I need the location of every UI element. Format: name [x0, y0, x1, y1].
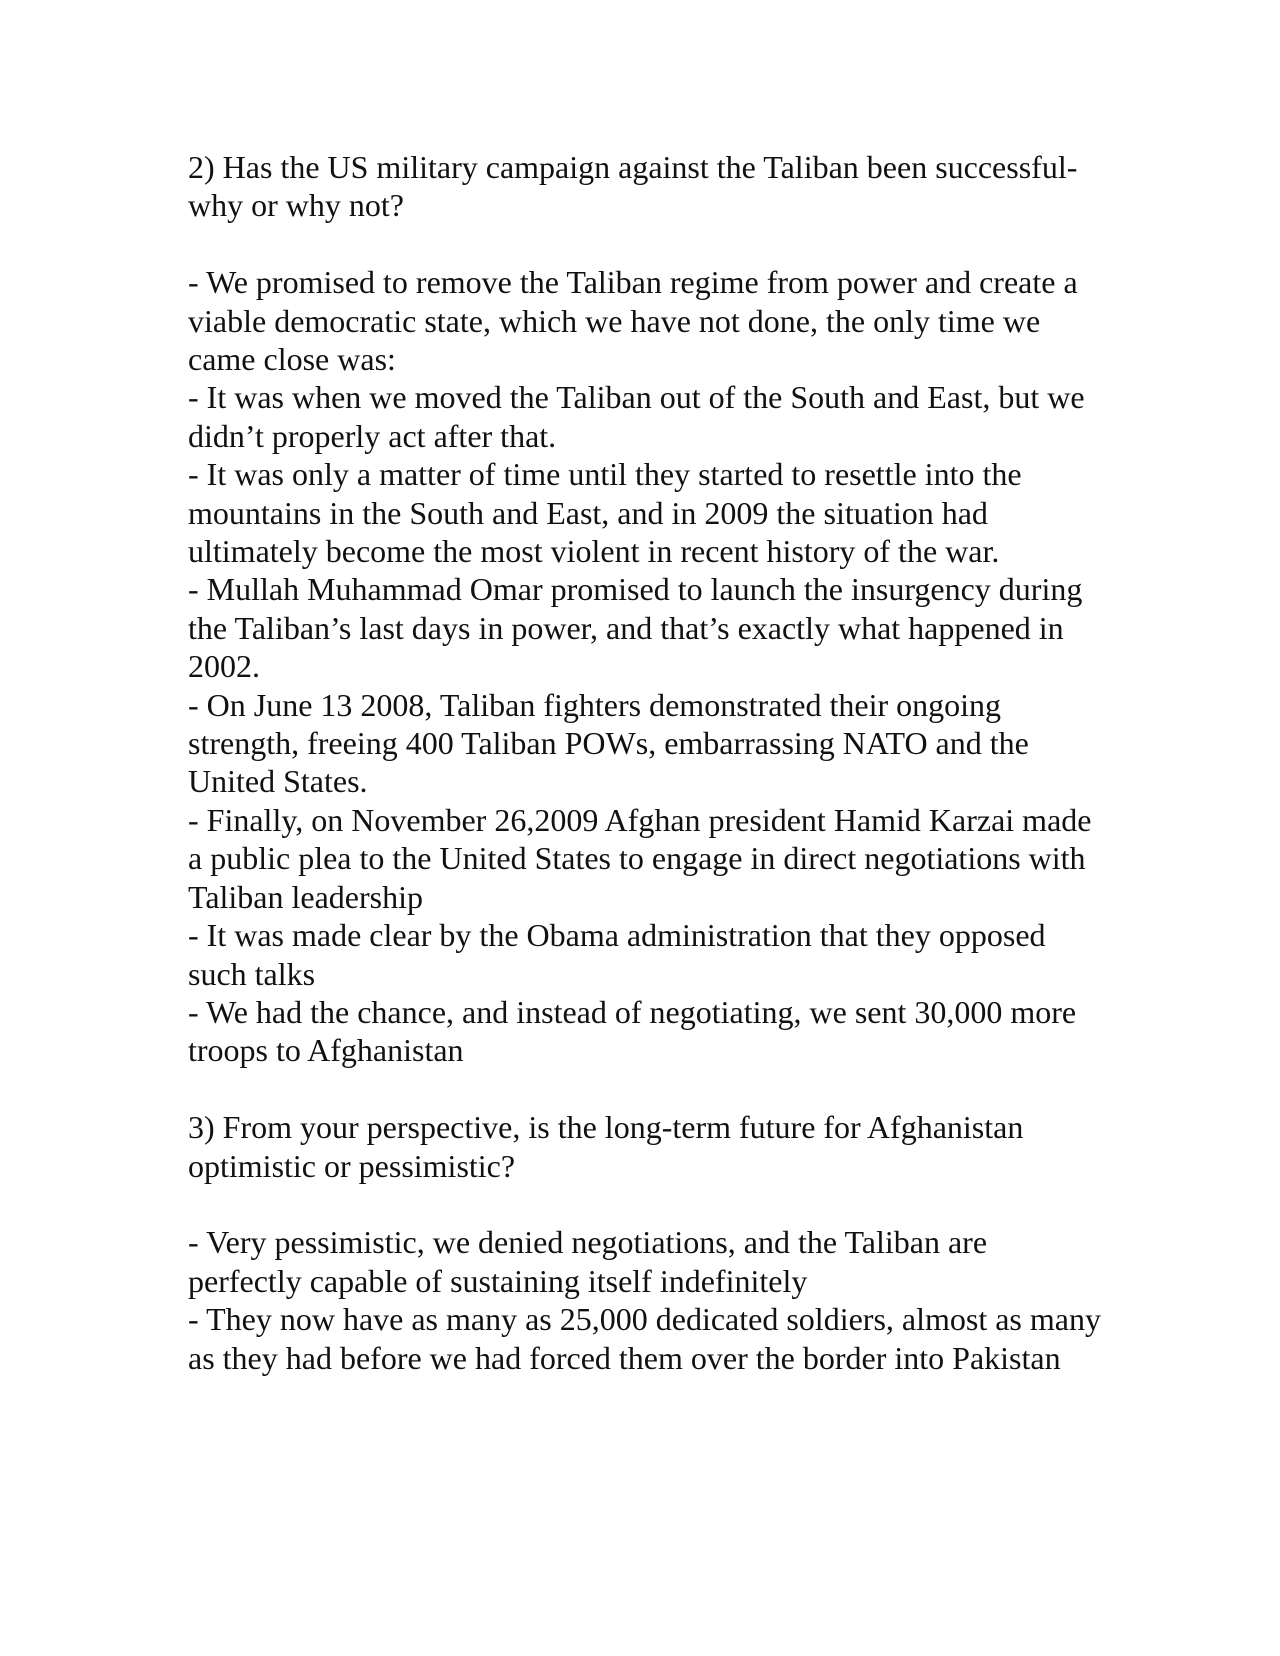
answer-list — [188, 1223, 1108, 1377]
answer-item: - Mullah Muhammad Omar promised to launch the insurgency during the Taliban’s last days in power, and that’s exactly what happened in 2002. — [188, 571, 1083, 685]
question-section-2 — [188, 148, 1108, 1070]
answer-item: - It was when we moved the Taliban out of the South and East, but we didn’t properly act after that. — [188, 379, 1085, 454]
question-section-3 — [188, 1108, 1108, 1377]
answer-item: - Finally, on November 26,2009 Afghan president Hamid Karzai made a public plea to the United States to engage in direct negotiations with Taliban leadership — [188, 801, 1092, 915]
document-body — [188, 148, 1108, 1377]
answer-item: - They now have as many as 25,000 dedicated soldiers, almost as many as they had before we had forced them over the border into Pakistan — [188, 1301, 1101, 1376]
answer-item: - It was made clear by the Obama administration that they opposed such talks — [188, 917, 1046, 992]
blank-line — [188, 1070, 1108, 1108]
answer-list — [188, 263, 1108, 1070]
answer-item: - We had the chance, and instead of negotiating, we sent 30,000 more troops to Afghanistan — [188, 993, 1077, 1069]
answer-item: - On June 13 2008, Taliban fighters demonstrated their ongoing strength, freeing 400 Taliban POWs, embarrassing NATO and the United States. — [188, 686, 1029, 800]
answer-item: - We promised to remove the Taliban regime from power and create a viable democratic state, which we have not done, the only time we came close was: — [188, 264, 1078, 378]
answer-item: - It was only a matter of time until they started to resettle into the mountains in the South and East, and in 2009 the situation had ultimately become the most violent in recent history of the war. — [188, 456, 1022, 570]
question-heading: 3) From your perspective, is the long-term future for Afghanistan optimistic or pessimistic? — [188, 1109, 1024, 1184]
blank-line — [188, 1185, 1108, 1223]
blank-line — [188, 225, 1108, 263]
answer-item: - Very pessimistic, we denied negotiations, and the Taliban are perfectly capable of sustaining itself indefinitely — [188, 1224, 988, 1299]
question-heading: 2) Has the US military campaign against the Taliban been successful- why or why not? — [188, 149, 1078, 224]
